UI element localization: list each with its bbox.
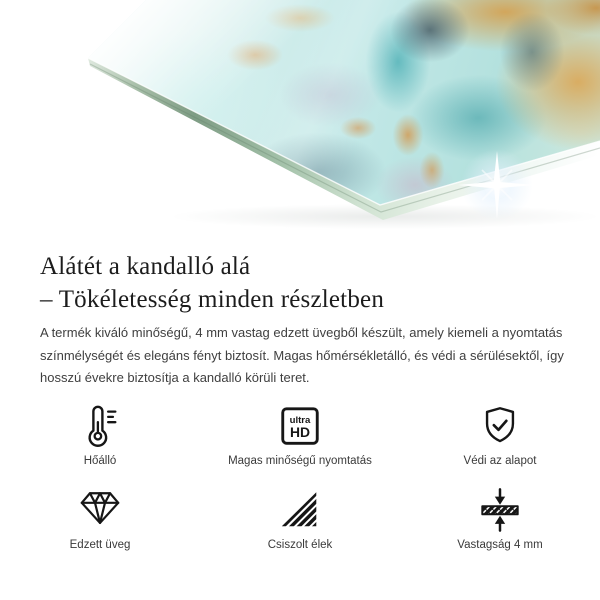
product-description xyxy=(40,322,580,390)
sparkle-flare-icon xyxy=(430,138,564,232)
polished-edges-icon xyxy=(200,486,400,534)
page-title-line-2: – Tökéletesség minden részletben xyxy=(40,285,385,313)
thermometer-icon xyxy=(0,402,200,450)
feature-thickness xyxy=(400,486,600,551)
feature-tempered-glass xyxy=(0,486,200,551)
diamond-icon xyxy=(0,486,200,534)
ultra-hd-icon xyxy=(200,402,400,450)
description-line: A termék kiváló minőségű, 4 mm vastag edzett üvegből készült, amely kiemeli a nyomtatás xyxy=(40,325,563,340)
feature-label: Csiszolt élek xyxy=(267,539,333,551)
description-line: színmélységét és elegáns fényt biztosít. Magas hőmérsékletálló, és védi a sérülésektől, így xyxy=(40,347,564,363)
feature-print-quality xyxy=(200,402,400,467)
page-title-line-1: Alátét a kandalló alá xyxy=(40,252,251,280)
feature-grid xyxy=(0,402,600,572)
feature-polished-edges xyxy=(200,486,400,551)
shield-check-icon xyxy=(400,402,600,450)
feature-heat-resistant xyxy=(0,402,200,467)
description-line: hosszú évekre biztosítja a kandalló körüli teret. xyxy=(40,370,310,385)
feature-label: Hőálló xyxy=(83,455,117,467)
ultra-hd-icon-text-bottom: HD xyxy=(289,424,311,441)
feature-label: Védi az alapot xyxy=(463,455,537,467)
ultra-hd-icon-text-top: ultra xyxy=(289,415,311,427)
feature-label: Vastagság 4 mm xyxy=(457,539,543,551)
thickness-compress-icon xyxy=(400,486,600,534)
feature-protects-base xyxy=(400,402,600,467)
feature-label: Edzett üveg xyxy=(69,539,131,551)
product-hero xyxy=(0,0,600,235)
page-title xyxy=(40,250,580,316)
feature-label: Magas minőségű nyomtatás xyxy=(228,455,372,467)
